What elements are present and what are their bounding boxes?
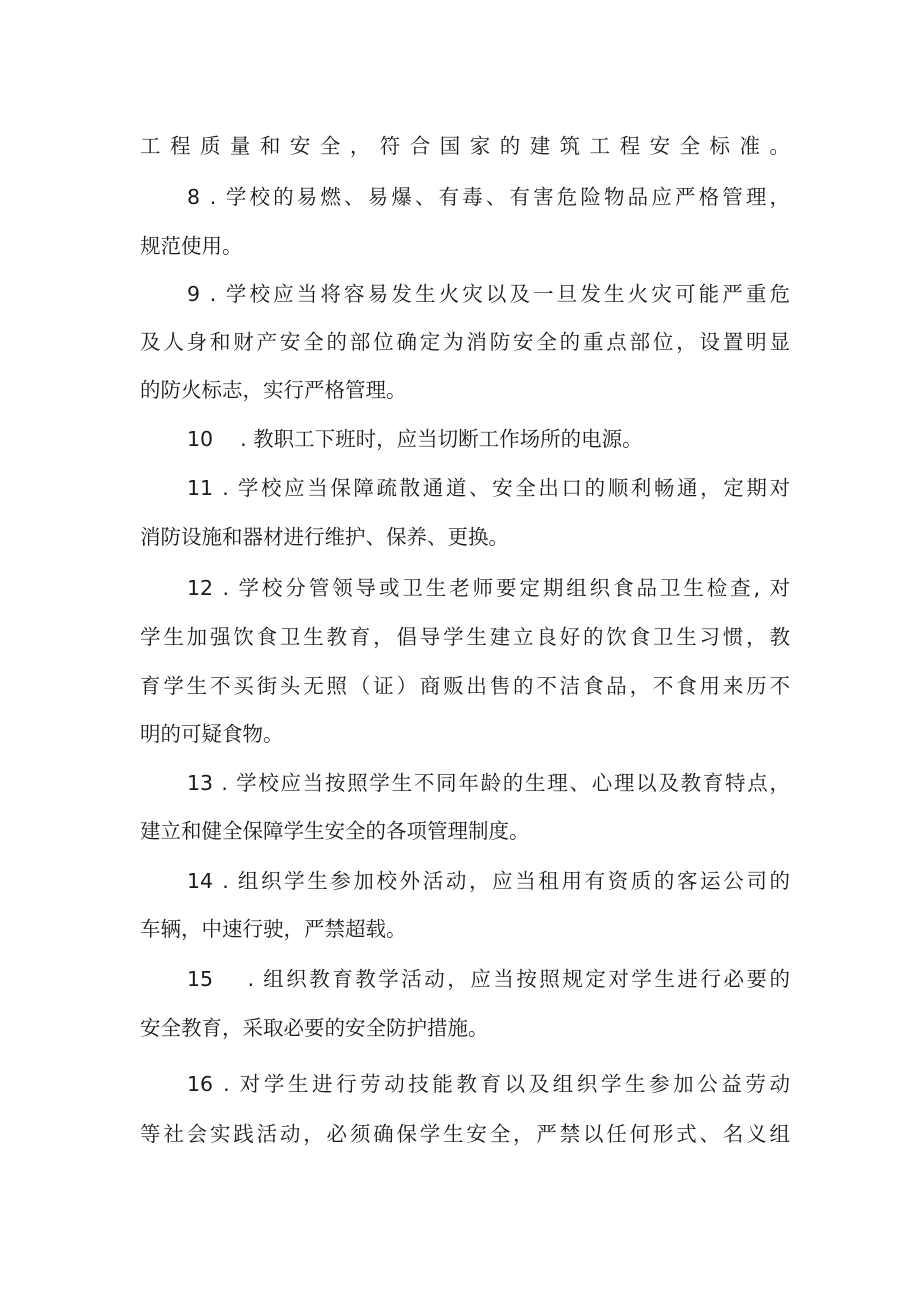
text-line: 等社会实践活动，必须确保学生安全，严禁以任何形式、名义组 xyxy=(140,1122,790,1146)
text-line: 安全教育，采取必要的安全防护措施。 xyxy=(140,1016,489,1040)
text-line: 学生加强饮食卫生教育，倡导学生建立良好的饮食卫生习惯，教 xyxy=(140,625,790,649)
text-line: 13 . 学校应当按照学生不同年龄的生理、心理以及教育特点， xyxy=(187,771,790,795)
text-line: 11 . 学校应当保障疏散通道、安全出口的顺利畅通，定期对 xyxy=(187,476,790,500)
text-line: 建立和健全保障学生安全的各项管理制度。 xyxy=(140,819,530,843)
text-line: 15 . 组织教育教学活动，应当按照规定对学生进行必要的 xyxy=(187,967,790,991)
text-line: 消防设施和器材进行维护、保养、更换。 xyxy=(140,525,509,549)
text-line: 育学生不买街头无照（证）商贩出售的不洁食品，不食用来历不 xyxy=(140,674,790,698)
text-line: 规范使用。 xyxy=(140,234,243,258)
text-line: 的防火标志，实行严格管理。 xyxy=(140,378,407,402)
text-line: 12 . 学校分管领导或卫生老师要定期组织食品卫生检查, 对 xyxy=(187,576,790,600)
text-line: 9 . 学校应当将容易发生火灾以及一旦发生火灾可能严重危 xyxy=(187,282,790,306)
text-line: 明的可疑食物。 xyxy=(140,722,284,746)
text-line: 及人身和财产安全的部位确定为消防安全的重点部位，设置明显 xyxy=(140,330,790,354)
text-line: 10 . 教职工下班时，应当切断工作场所的电源。 xyxy=(187,427,643,451)
text-line: 车辆，中速行驶，严禁超载。 xyxy=(140,917,407,941)
text-line: 16 . 对学生进行劳动技能教育以及组织学生参加公益劳动 xyxy=(187,1072,790,1096)
text-line: 工程质量和安全，符合国家的建筑工程安全标准。 xyxy=(140,134,790,158)
text-line: 8 . 学校的易燃、易爆、有毒、有害危险物品应严格管理， xyxy=(187,185,790,209)
text-line: 14 . 组织学生参加校外活动，应当租用有资质的客运公司的 xyxy=(187,869,790,893)
